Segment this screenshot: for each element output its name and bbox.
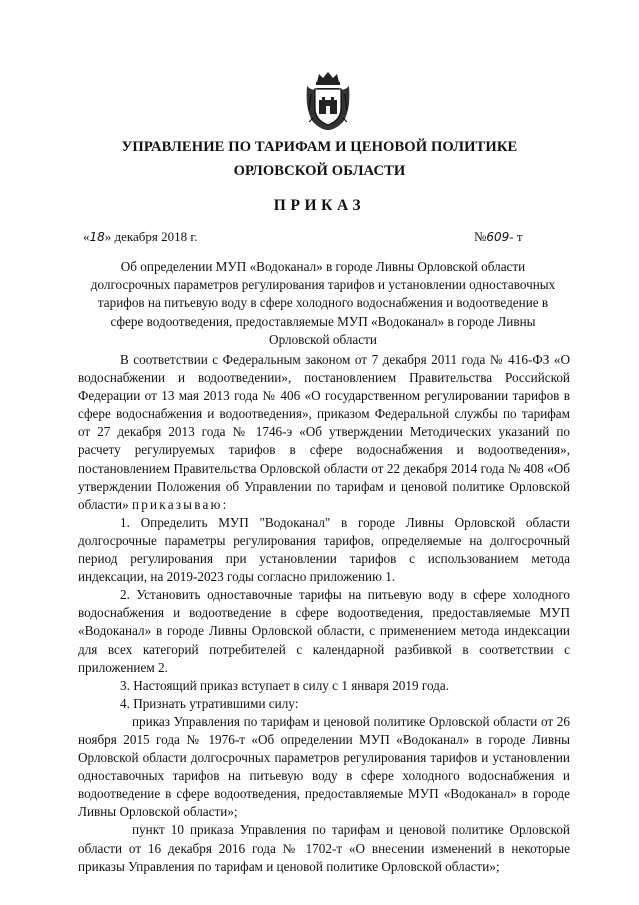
item-1-paragraph: 1. Определить МУП "Водоканал" в городе Ливны Орловской области долгосрочные параметры регулирования тарифов, определяемые на долгосрочный период регулирования при установлении тарифов с использованием метода индексации, на 2019-2023 годы согласно приложению 1. [78,514,570,585]
number-value: 609 [486,230,510,244]
order-number [474,229,523,245]
subject-line: тарифов на питьевую воду в сфере холодного водоснабжения и водоотведение в [97,295,549,311]
order-subject [78,258,568,349]
date-day: 18 [89,230,105,244]
order-body [78,351,570,876]
coat-of-arms-icon [303,70,353,132]
preamble-text: В соответствии с Федеральным законом от 7 декабря 2011 года № 416-ФЗ «О водоснабжении и водоотведении», постановлением Правительства Российской Федерации от 13 мая 2013 года № 406 «О государственном регулировании тарифов в сфере водоснабжения и водоотведения», приказом Федеральной службы по тарифам от 27 декабря 2013 года № 1746-э «Об утверждении Методических указаний по расчету регулируемых тарифов в сфере водоснабжения и водоотведения», постановлением Правительства Орловской области от 22 декабря 2014 года № 408 «Об утверждении Положения об Управлении по тарифам и ценовой политике Орловской области» [78,352,570,512]
subject-line: Об определении МУП «Водоканал» в городе Ливны Орловской области [120,259,526,274]
date-rest: » декабря 2018 г. [104,229,198,244]
item-4-paragraph: 4. Признать утратившими силу: [120,695,299,711]
number-suffix: - т [509,229,523,244]
repeal-1-paragraph: приказ Управления по тарифам и ценовой политике Орловской области от 26 ноября 2015 года № 1976-т «Об определении МУП «Водоканал» в городе Ливны Орловской области долгосрочных параметров регулирования тарифов и установлении одноставочных тарифов на питьевую воду в сфере холодного водоснабжения и водоотведение в сфере водоотведения, предоставляемые МУП «Водоканал» в городе Ливны Орловской области»; [78,713,570,820]
subject-line: сфере водоотведения, предоставляемые МУП «Водоканал» в городе Ливны [110,313,536,329]
orders-word: приказываю: [131,496,229,512]
agency-name-line2: ОРЛОВСКОЙ ОБЛАСТИ [233,163,406,179]
date-open-quote: « [83,229,90,244]
item-2-paragraph: 2. Установить одноставочные тарифы на питьевую воду в сфере холодного водоснабжения и водоотведение в сфере водоотведения, предоставляемые МУП «Водоканал» в городе Ливны Орловской области, с применением метода индексации для всех категорий потребителей с календарной разбивкой в соответствии с приложением 2. [78,587,570,675]
agency-name-line1: УПРАВЛЕНИЕ ПО ТАРИФАМ И ЦЕНОВОЙ ПОЛИТИКЕ [121,139,518,155]
item-3-paragraph: 3. Настоящий приказ вступает в силу с 1 января 2019 года. [120,677,450,693]
number-prefix: № [474,229,487,244]
repeal-2-paragraph: пункт 10 приказа Управления по тарифам и ценовой политике Орловской области от 16 декабря 2016 года № 1702-т «О внесении изменений в некоторые приказы Управления по тарифам и ценовой политике Орловской области»; [78,822,570,874]
order-date [83,229,198,245]
preamble-paragraph [78,351,570,514]
subject-line: Орловской области [269,331,377,347]
document-type-title: ПРИКАЗ [273,197,366,214]
subject-line: долгосрочных параметров регулирования тарифов и установлении одноставочных [90,277,556,293]
